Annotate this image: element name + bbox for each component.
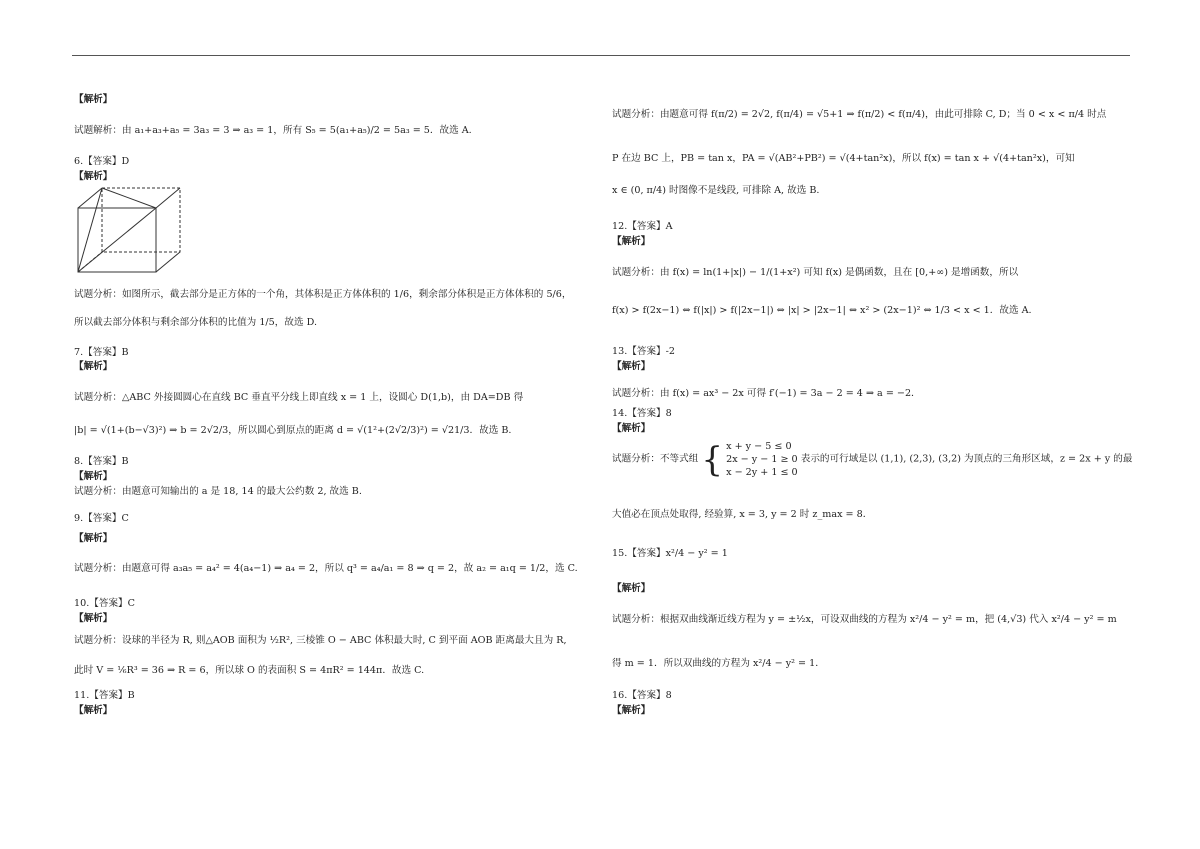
q8-solution-text: 试题分析：由题意可知输出的 a 是 18, 14 的最大公约数 2, 故选 B. [74,486,362,497]
q12-answer: 12.【答案】A [612,221,673,232]
q6-solution-line2: 所以截去部分体积与剩余部分体积的比值为 1/5，故选 D. [74,317,318,328]
q11-solution-line1: 试题分析：由题意可得 f(π/2) = 2√2, f(π/4) = √5+1 ⇒ f(π/2) < f(π/4)，由此可排除 C, D；当 0 < x < π/4 时点 [612,109,1107,120]
cube-figure [74,184,186,276]
q11-answer: 11.【答案】B [74,690,135,701]
q14-text-pre: 试题分析：不等式组 [612,453,699,465]
q14-text-post: 表示的可行域是以 (1,1), (2,3), (3,2) 为顶点的三角形区域，z = 2x + y 的最 [800,453,1133,465]
q16-answer: 16.【答案】8 [612,690,672,701]
q7-solution-line1: 试题分析：△ABC 外接圆圆心在直线 BC 垂直平分线上即直线 x = 1 上，设圆心 D(1,b)，由 DA=DB 得 [74,392,524,403]
q14-answer: 14.【答案】8 [612,408,672,419]
q11-solution-line2: P 在边 BC 上，PB = tan x，PA = √(AB²+PB²) = √(4+tan²x)，所以 f(x) = tan x + √(4+tan²x)，可知 [612,153,1075,164]
inequality-1: x + y − 5 ≤ 0 [726,441,792,452]
q5-solution-text: 试题解析：由 a₁+a₃+a₅ = 3a₃ = 3 ⇒ a₃ = 1，所有 S₅ = 5(a₁+a₅)/2 = 5a₃ = 5．故选 A. [74,125,472,136]
q14-solution-line2: 大值必在顶点处取得, 经验算, x = 3, y = 2 时 z_max = 8． [612,509,873,520]
inequality-system [726,440,798,479]
q6-jiexi-label: 【解析】 [74,171,113,182]
q13-solution-text: 试题分析：由 f(x) = ax³ − 2x 可得 f′(−1) = 3a − 2 = 4 ⇒ a = −2． [612,388,921,399]
q9-jiexi-label: 【解析】 [74,533,113,544]
q8-answer: 8.【答案】B [74,456,129,467]
q11-jiexi-label: 【解析】 [74,705,113,716]
q10-jiexi-label: 【解析】 [74,613,113,624]
q15-solution-line1: 试题分析：根据双曲线渐近线方程为 y = ±½x，可设双曲线的方程为 x²/4 − y² = m，把 (4,√3) 代入 x²/4 − y² = m [612,614,1117,625]
q15-solution-line2: 得 m = 1．所以双曲线的方程为 x²/4 − y² = 1． [612,658,825,669]
inequality-3: x − 2y + 1 ≤ 0 [726,467,798,478]
q7-jiexi-label: 【解析】 [74,361,113,372]
q13-answer: 13.【答案】-2 [612,346,675,357]
q14-jiexi-label: 【解析】 [612,423,651,434]
q10-solution-line1: 试题分析：设球的半径为 R, 则△AOB 面积为 ½R², 三棱锥 O − ABC 体积最大时, C 到平面 AOB 距离最大且为 R, [74,635,567,646]
q9-answer: 9.【答案】C [74,513,129,524]
q11-solution-line3: x ∈ (0, π/4) 时图像不是线段, 可排除 A, 故选 B. [612,185,820,196]
inequality-2: 2x − y − 1 ≥ 0 [726,454,798,465]
q7-solution-line2: |b| = √(1+(b−√3)²) ⇒ b = 2√2/3，所以圆心到原点的距离 d = √(1²+(2√2/3)²) = √21/3．故选 B. [74,425,512,436]
q8-jiexi-label: 【解析】 [74,471,113,482]
brace-icon: { [701,439,724,480]
q14-solution-line1 [612,440,1132,479]
q16-jiexi-label: 【解析】 [612,705,651,716]
q15-jiexi-label: 【解析】 [612,583,651,594]
q10-solution-line2: 此时 V = ⅙R³ = 36 ⇒ R = 6，所以球 O 的表面积 S = 4πR² = 144π．故选 C. [74,665,425,676]
header-rule [72,55,1130,56]
q10-answer: 10.【答案】C [74,598,135,609]
q7-answer: 7.【答案】B [74,347,129,358]
q6-solution-line1: 试题分析：如图所示，截去部分是正方体的一个角，其体积是正方体体积的 1/6，剩余部分体积是正方体体积的 5/6， [74,289,572,300]
q6-answer: 6.【答案】D [74,156,130,167]
q12-solution-line1: 试题分析：由 f(x) = ln(1+|x|) − 1/(1+x²) 可知 f(x) 是偶函数，且在 [0,+∞) 是增函数，所以 [612,267,1019,278]
q12-solution-line2: f(x) > f(2x−1) ⇔ f(|x|) > f(|2x−1|) ⇔ |x| > |2x−1| ⇔ x² > (2x−1)² ⇔ 1/3 < x < 1．故选 A. [612,305,1032,316]
q15-answer: 15.【答案】x²/4 − y² = 1 [612,548,728,559]
q5-jiexi-label: 【解析】 [74,94,113,105]
q12-jiexi-label: 【解析】 [612,236,651,247]
q9-solution-text: 试题分析：由题意可得 a₃a₅ = a₄² = 4(a₄−1) ⇒ a₄ = 2，所以 q³ = a₄/a₁ = 8 ⇒ q = 2，故 a₂ = a₁q = 1/2，选 C. [74,563,578,574]
q13-jiexi-label: 【解析】 [612,361,651,372]
